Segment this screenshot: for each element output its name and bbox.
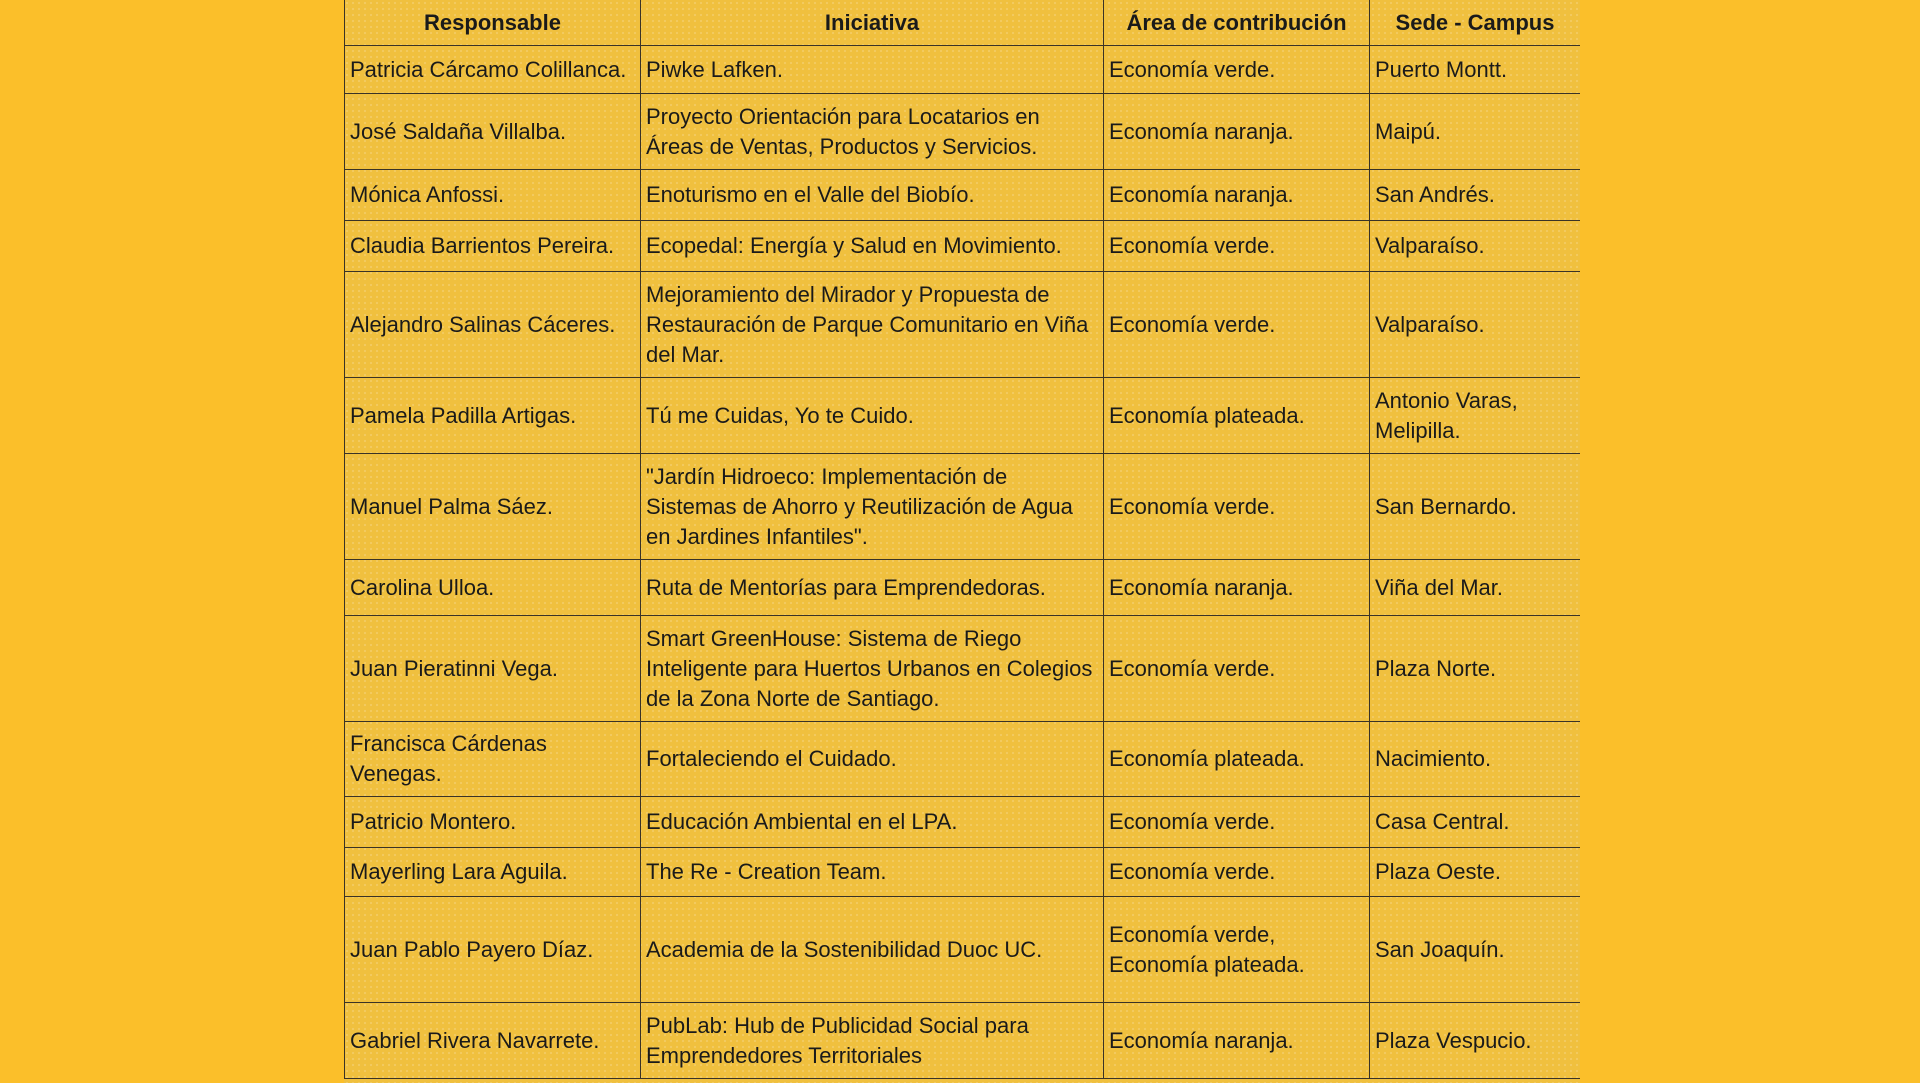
cell-responsable: Manuel Palma Sáez. xyxy=(345,454,641,560)
cell-iniciativa: Piwke Lafken. xyxy=(641,46,1104,94)
cell-responsable: Juan Pieratinni Vega. xyxy=(345,616,641,722)
table-row xyxy=(345,170,1581,221)
table-row xyxy=(345,616,1581,722)
cell-iniciativa: Proyecto Orientación para Locatarios en Áreas de Ventas, Productos y Servicios. xyxy=(641,94,1104,170)
cell-iniciativa: Academia de la Sostenibilidad Duoc UC. xyxy=(641,897,1104,1003)
cell-sede: Valparaíso. xyxy=(1370,272,1581,378)
cell-sede: San Bernardo. xyxy=(1370,454,1581,560)
cell-sede: Viña del Mar. xyxy=(1370,560,1581,616)
cell-responsable: Patricia Cárcamo Colillanca. xyxy=(345,46,641,94)
cell-iniciativa: Smart GreenHouse: Sistema de Riego Inteligente para Huertos Urbanos en Colegios de la Zona Norte de Santiago. xyxy=(641,616,1104,722)
cell-iniciativa: Ruta de Mentorías para Emprendedoras. xyxy=(641,560,1104,616)
cell-responsable: José Saldaña Villalba. xyxy=(345,94,641,170)
cell-responsable: Alejandro Salinas Cáceres. xyxy=(345,272,641,378)
cell-responsable: Claudia Barrientos Pereira. xyxy=(345,221,641,272)
cell-iniciativa: Ecopedal: Energía y Salud en Movimiento. xyxy=(641,221,1104,272)
cell-area: Economía naranja. xyxy=(1104,560,1370,616)
header-sede: Sede - Campus xyxy=(1370,0,1581,46)
cell-responsable: Juan Pablo Payero Díaz. xyxy=(345,897,641,1003)
table-row xyxy=(345,797,1581,848)
cell-iniciativa: Tú me Cuidas, Yo te Cuido. xyxy=(641,378,1104,454)
header-responsable: Responsable xyxy=(345,0,641,46)
cell-responsable: Pamela Padilla Artigas. xyxy=(345,378,641,454)
cell-area: Economía verde. xyxy=(1104,848,1370,897)
table-row xyxy=(345,848,1581,897)
cell-sede: Antonio Varas, Melipilla. xyxy=(1370,378,1581,454)
cell-sede: Plaza Norte. xyxy=(1370,616,1581,722)
cell-area: Economía naranja. xyxy=(1104,1003,1370,1079)
cell-responsable: Carolina Ulloa. xyxy=(345,560,641,616)
cell-iniciativa: PubLab: Hub de Publicidad Social para Emprendedores Territoriales xyxy=(641,1003,1104,1079)
cell-area: Economía verde, Economía plateada. xyxy=(1104,897,1370,1003)
header-iniciativa: Iniciativa xyxy=(641,0,1104,46)
cell-area: Economía naranja. xyxy=(1104,170,1370,221)
table-row xyxy=(345,454,1581,560)
cell-area: Economía naranja. xyxy=(1104,94,1370,170)
table-row xyxy=(345,1003,1581,1079)
table-row xyxy=(345,221,1581,272)
cell-sede: Casa Central. xyxy=(1370,797,1581,848)
cell-area: Economía verde. xyxy=(1104,616,1370,722)
table-row xyxy=(345,722,1581,797)
cell-responsable: Gabriel Rivera Navarrete. xyxy=(345,1003,641,1079)
cell-sede: San Joaquín. xyxy=(1370,897,1581,1003)
cell-area: Economía plateada. xyxy=(1104,722,1370,797)
cell-responsable: Mónica Anfossi. xyxy=(345,170,641,221)
cell-iniciativa: Enoturismo en el Valle del Biobío. xyxy=(641,170,1104,221)
cell-sede: Maipú. xyxy=(1370,94,1581,170)
cell-sede: San Andrés. xyxy=(1370,170,1581,221)
table-header-row xyxy=(345,0,1581,46)
cell-area: Economía verde. xyxy=(1104,454,1370,560)
cell-sede: Plaza Vespucio. xyxy=(1370,1003,1581,1079)
cell-iniciativa: Fortaleciendo el Cuidado. xyxy=(641,722,1104,797)
cell-area: Economía verde. xyxy=(1104,797,1370,848)
cell-area: Economía verde. xyxy=(1104,46,1370,94)
table-row xyxy=(345,272,1581,378)
cell-sede: Plaza Oeste. xyxy=(1370,848,1581,897)
table-row xyxy=(345,94,1581,170)
cell-sede: Valparaíso. xyxy=(1370,221,1581,272)
cell-iniciativa: The Re - Creation Team. xyxy=(641,848,1104,897)
header-area: Área de contribución xyxy=(1104,0,1370,46)
table-row xyxy=(345,46,1581,94)
cell-iniciativa: "Jardín Hidroeco: Implementación de Sistemas de Ahorro y Reutilización de Agua en Jardines Infantiles". xyxy=(641,454,1104,560)
cell-area: Economía plateada. xyxy=(1104,378,1370,454)
cell-area: Economía verde. xyxy=(1104,221,1370,272)
cell-responsable: Mayerling Lara Aguila. xyxy=(345,848,641,897)
cell-area: Economía verde. xyxy=(1104,272,1370,378)
table-row xyxy=(345,560,1581,616)
table-row xyxy=(345,378,1581,454)
initiatives-table xyxy=(344,0,1580,1079)
cell-responsable: Patricio Montero. xyxy=(345,797,641,848)
cell-responsable: Francisca Cárdenas Venegas. xyxy=(345,722,641,797)
cell-iniciativa: Mejoramiento del Mirador y Propuesta de Restauración de Parque Comunitario en Viña del Mar. xyxy=(641,272,1104,378)
cell-iniciativa: Educación Ambiental en el LPA. xyxy=(641,797,1104,848)
cell-sede: Puerto Montt. xyxy=(1370,46,1581,94)
table-row xyxy=(345,897,1581,1003)
initiatives-table-container xyxy=(344,0,1580,1083)
cell-sede: Nacimiento. xyxy=(1370,722,1581,797)
